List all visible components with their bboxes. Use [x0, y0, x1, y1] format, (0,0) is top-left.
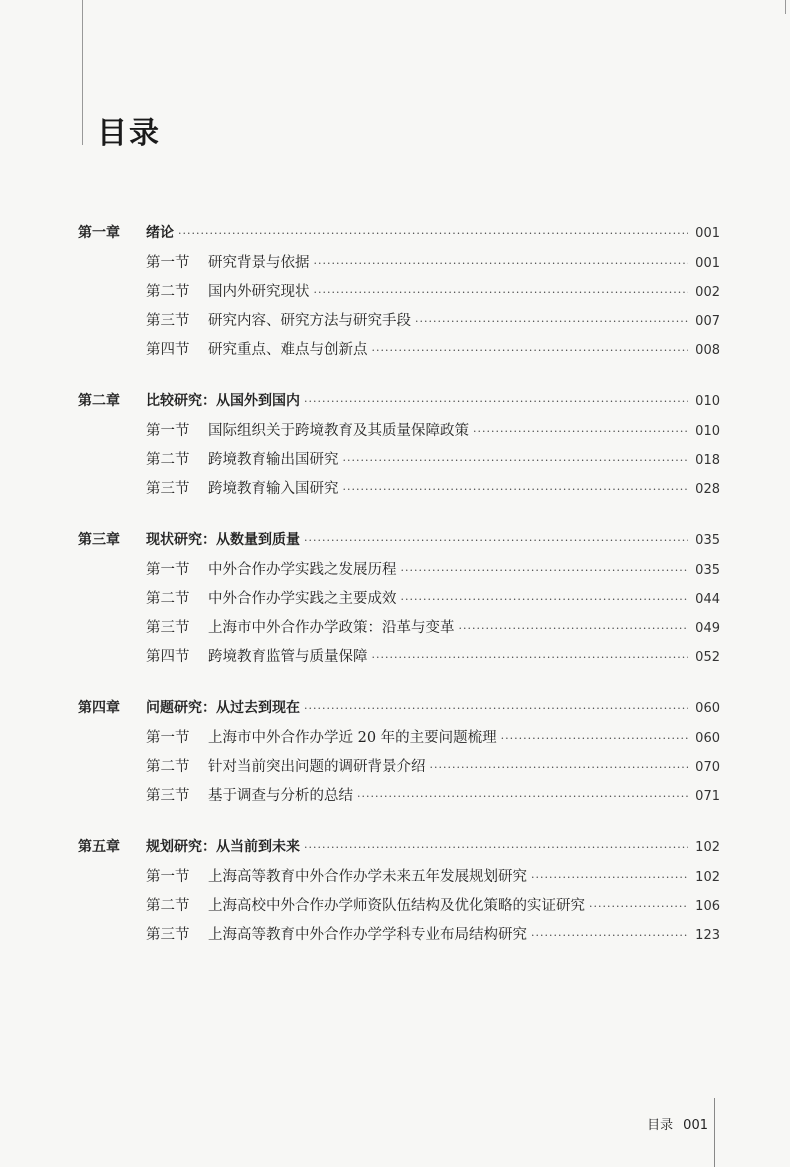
section-entry[interactable]	[78, 280, 720, 309]
section-entry[interactable]	[78, 923, 720, 952]
section-entry[interactable]	[78, 338, 720, 367]
section-title: 上海高等教育中外合作办学未来五年发展规划研究	[208, 869, 527, 885]
section-entry[interactable]	[78, 784, 720, 813]
dot-leader	[304, 841, 688, 854]
section-page-number: 002	[695, 285, 720, 300]
dot-leader	[589, 900, 688, 913]
footer-rule	[714, 1098, 715, 1167]
chapter-block	[78, 529, 720, 674]
section-page-number: 071	[695, 789, 720, 804]
section-entry[interactable]	[78, 448, 720, 477]
section-title: 研究背景与依据	[208, 255, 310, 271]
section-page-number: 123	[695, 928, 720, 943]
section-page-number: 106	[695, 899, 720, 914]
section-page-number: 060	[695, 731, 720, 746]
dot-leader	[343, 454, 689, 467]
footer-label: 目录	[647, 1118, 674, 1133]
section-title: 跨境教育监管与质量保障	[208, 649, 368, 665]
chapter-block	[78, 390, 720, 506]
section-entry[interactable]	[78, 645, 720, 674]
dot-leader	[401, 593, 689, 606]
section-entry[interactable]	[78, 251, 720, 280]
corner-rule	[785, 0, 786, 14]
dot-leader	[401, 564, 689, 577]
section-entry[interactable]	[78, 587, 720, 616]
section-label: 第二节	[146, 591, 190, 607]
chapter-entry[interactable]	[78, 390, 720, 419]
margin-rule	[82, 0, 83, 145]
chapter-page-number: 010	[695, 394, 720, 409]
section-page-number: 049	[695, 621, 720, 636]
chapter-label: 第一章	[78, 225, 120, 241]
dot-leader	[473, 425, 688, 438]
section-title: 上海市中外合作办学政策：沿革与变革	[208, 620, 455, 636]
dot-leader	[372, 651, 689, 664]
section-page-number: 008	[695, 343, 720, 358]
chapter-entry[interactable]	[78, 222, 720, 251]
chapter-title: 现状研究：从数量到质量	[146, 532, 300, 548]
section-page-number: 018	[695, 453, 720, 468]
chapter-entry[interactable]	[78, 529, 720, 558]
chapter-label: 第三章	[78, 532, 120, 548]
dot-leader	[430, 761, 689, 774]
section-title: 跨境教育输入国研究	[208, 481, 339, 497]
section-entry[interactable]	[78, 309, 720, 338]
section-page-number: 007	[695, 314, 720, 329]
section-page-number: 001	[695, 256, 720, 271]
section-label: 第三节	[146, 788, 190, 804]
section-label: 第一节	[146, 255, 190, 271]
chapter-title: 比较研究：从国外到国内	[146, 393, 300, 409]
dot-leader	[372, 344, 689, 357]
section-title: 上海市中外合作办学近 20 年的主要问题梳理	[208, 730, 497, 746]
dot-leader	[415, 315, 688, 328]
dot-leader	[314, 257, 689, 270]
dot-leader	[343, 483, 689, 496]
section-label: 第二节	[146, 284, 190, 300]
page-footer	[637, 1114, 708, 1133]
footer-page-number: 001	[683, 1118, 708, 1133]
section-entry[interactable]	[78, 419, 720, 448]
chapter-block	[78, 222, 720, 367]
dot-leader	[304, 534, 688, 547]
section-label: 第三节	[146, 927, 190, 943]
section-label: 第三节	[146, 313, 190, 329]
section-page-number: 028	[695, 482, 720, 497]
dot-leader	[459, 622, 689, 635]
section-page-number: 070	[695, 760, 720, 775]
section-entry[interactable]	[78, 755, 720, 784]
section-label: 第三节	[146, 481, 190, 497]
section-title: 国内外研究现状	[208, 284, 310, 300]
chapter-block	[78, 697, 720, 813]
section-label: 第一节	[146, 730, 190, 746]
chapter-page-number: 035	[695, 533, 720, 548]
section-title: 中外合作办学实践之主要成效	[208, 591, 397, 607]
section-title: 研究重点、难点与创新点	[208, 342, 368, 358]
section-title: 研究内容、研究方法与研究手段	[208, 313, 411, 329]
section-page-number: 102	[695, 870, 720, 885]
dot-leader	[357, 790, 688, 803]
chapter-block	[78, 836, 720, 952]
section-title: 中外合作办学实践之发展历程	[208, 562, 397, 578]
section-label: 第二节	[146, 452, 190, 468]
section-entry[interactable]	[78, 865, 720, 894]
dot-leader	[531, 929, 688, 942]
section-title: 跨境教育输出国研究	[208, 452, 339, 468]
section-label: 第四节	[146, 342, 190, 358]
dot-leader	[531, 871, 688, 884]
dot-leader	[501, 732, 688, 745]
chapter-label: 第五章	[78, 839, 120, 855]
section-entry[interactable]	[78, 894, 720, 923]
section-entry[interactable]	[78, 616, 720, 645]
section-title: 针对当前突出问题的调研背景介绍	[208, 759, 426, 775]
section-title: 上海高校中外合作办学师资队伍结构及优化策略的实证研究	[208, 898, 585, 914]
section-page-number: 044	[695, 592, 720, 607]
page-title: 目录	[97, 116, 161, 151]
section-entry[interactable]	[78, 726, 720, 755]
section-label: 第三节	[146, 620, 190, 636]
section-label: 第四节	[146, 649, 190, 665]
section-label: 第二节	[146, 759, 190, 775]
chapter-label: 第四章	[78, 700, 120, 716]
section-title: 国际组织关于跨境教育及其质量保障政策	[208, 423, 469, 439]
section-title: 基于调查与分析的总结	[208, 788, 353, 804]
chapter-page-number: 102	[695, 840, 720, 855]
section-label: 第一节	[146, 562, 190, 578]
chapter-label: 第二章	[78, 393, 120, 409]
section-entry[interactable]	[78, 558, 720, 587]
table-of-contents	[78, 222, 720, 975]
section-label: 第一节	[146, 423, 190, 439]
section-page-number: 035	[695, 563, 720, 578]
chapter-entry[interactable]	[78, 697, 720, 726]
section-entry[interactable]	[78, 477, 720, 506]
chapter-title: 绪论	[146, 225, 174, 241]
chapter-page-number: 001	[695, 226, 720, 241]
dot-leader	[304, 395, 688, 408]
section-label: 第二节	[146, 898, 190, 914]
section-page-number: 010	[695, 424, 720, 439]
section-page-number: 052	[695, 650, 720, 665]
section-label: 第一节	[146, 869, 190, 885]
section-title: 上海高等教育中外合作办学学科专业布局结构研究	[208, 927, 527, 943]
chapter-title: 问题研究：从过去到现在	[146, 700, 300, 716]
dot-leader	[304, 702, 688, 715]
dot-leader	[314, 286, 689, 299]
dot-leader	[178, 227, 688, 240]
chapter-page-number: 060	[695, 701, 720, 716]
chapter-entry[interactable]	[78, 836, 720, 865]
chapter-title: 规划研究：从当前到未来	[146, 839, 300, 855]
